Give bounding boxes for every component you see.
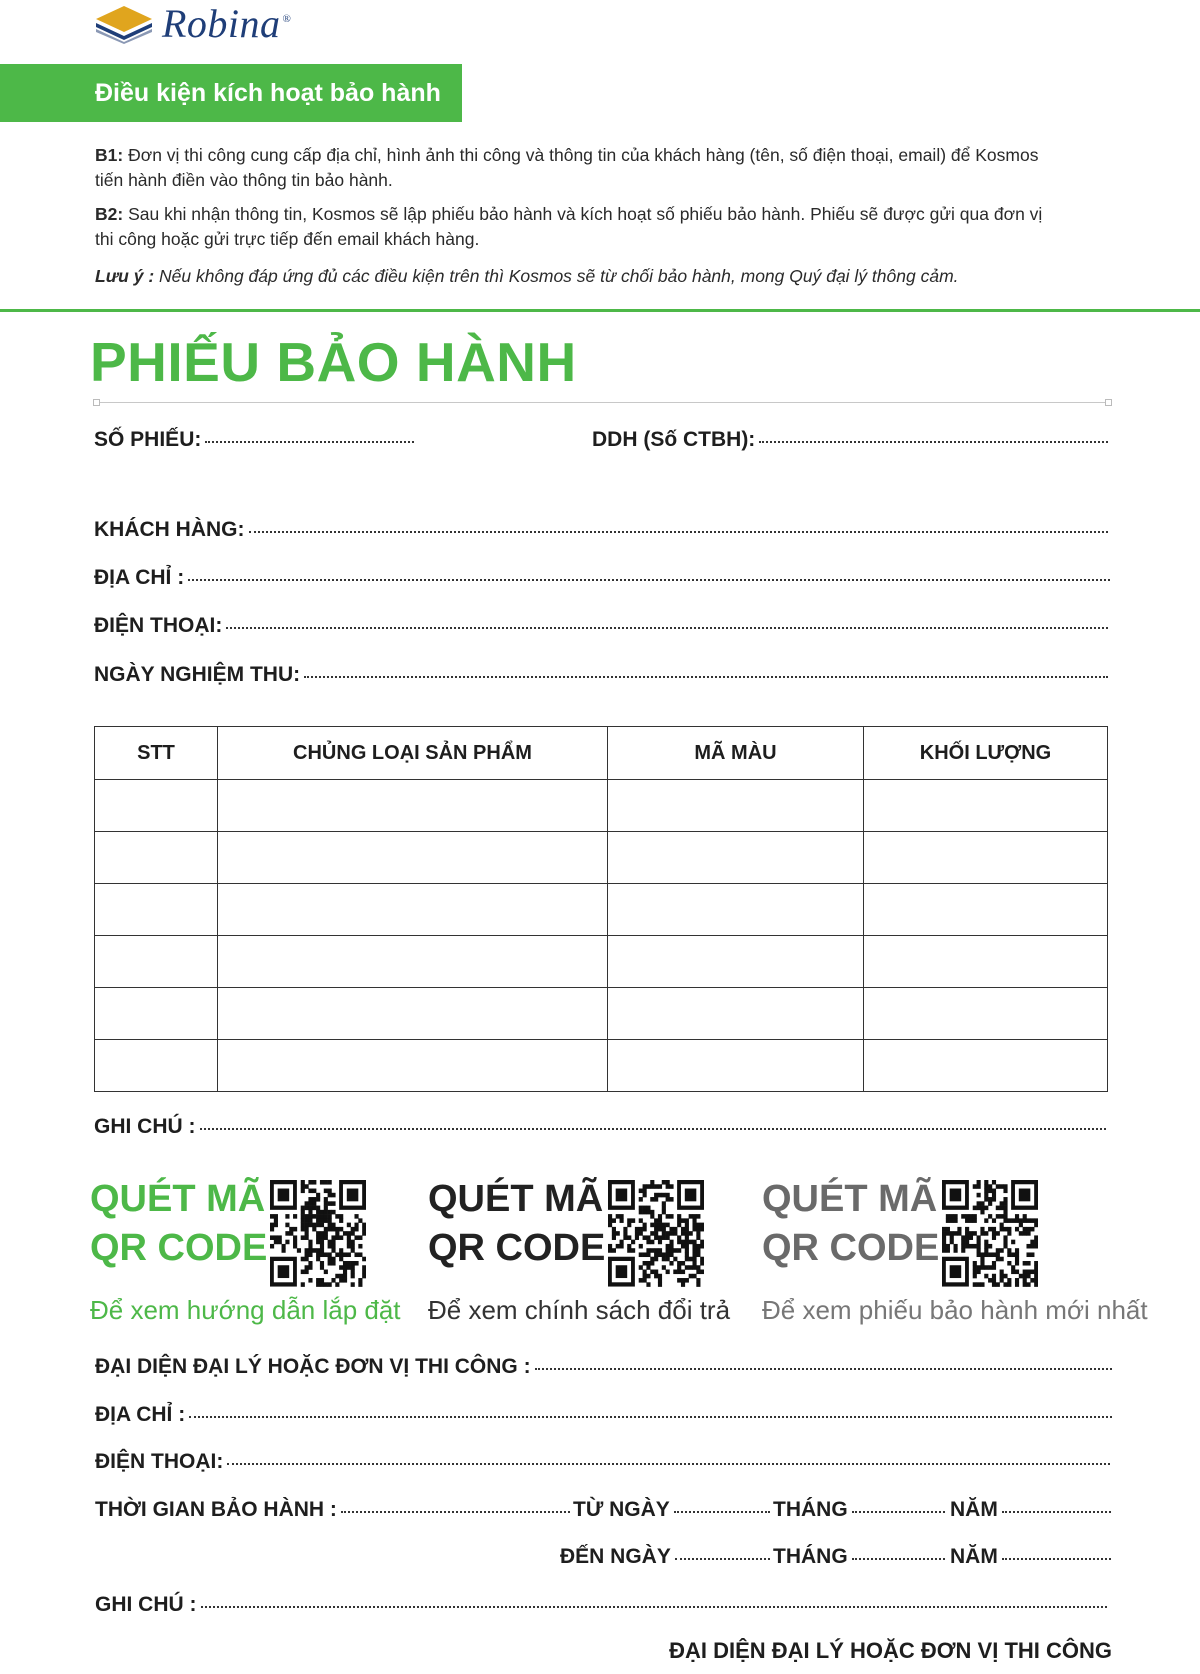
thoi-gian-bao-hanh-field[interactable]: THỜI GIAN BẢO HÀNH : xyxy=(95,1498,570,1522)
qr-caption: Để xem phiếu bảo hành mới nhất xyxy=(762,1295,1148,1325)
table-row xyxy=(95,780,1108,832)
table-cell[interactable] xyxy=(95,936,218,988)
condition-b2: B2: Sau khi nhận thông tin, Kosmos sẽ lập phiếu bảo hành và kích hoạt số phiếu bảo hành. Phiếu sẽ được gửi qua đơn vị thi công hoặc gửi trực tiếp đến email khách hàng. xyxy=(95,204,1043,249)
table-cell[interactable] xyxy=(864,780,1108,832)
signature-label: ĐẠI DIỆN ĐẠI LÝ HOẶC ĐƠN VỊ THI CÔNG xyxy=(669,1638,1112,1663)
table-cell[interactable] xyxy=(864,884,1108,936)
table-cell[interactable] xyxy=(218,988,608,1040)
table-row xyxy=(95,988,1108,1040)
section-divider xyxy=(0,309,1200,312)
table-cell[interactable] xyxy=(218,832,608,884)
col-stt: STT xyxy=(95,727,218,780)
qr-code-icon[interactable] xyxy=(608,1180,704,1287)
khach-hang-field[interactable]: KHÁCH HÀNG: xyxy=(94,518,1108,542)
table-cell[interactable] xyxy=(864,832,1108,884)
product-table xyxy=(94,726,1108,1092)
qr-block-install xyxy=(90,1175,401,1325)
qr-caption: Để xem chính sách đổi trả xyxy=(428,1295,731,1325)
tu-ngay-field[interactable]: TỪ NGÀY xyxy=(573,1498,770,1522)
table-cell[interactable] xyxy=(864,988,1108,1040)
table-row xyxy=(95,832,1108,884)
conditions-heading: Điều kiện kích hoạt bảo hành xyxy=(0,64,462,122)
table-row xyxy=(95,884,1108,936)
table-cell[interactable] xyxy=(608,884,864,936)
qr-code-icon[interactable] xyxy=(942,1180,1038,1287)
col-chung-loai: CHỦNG LOẠI SẢN PHẨM xyxy=(218,727,608,780)
table-cell[interactable] xyxy=(218,1040,608,1092)
ngay-nghiem-thu-field[interactable]: NGÀY NGHIỆM THU: xyxy=(94,663,1108,687)
title-underline xyxy=(95,402,1110,403)
table-cell[interactable] xyxy=(95,832,218,884)
table-cell[interactable] xyxy=(95,988,218,1040)
table-cell[interactable] xyxy=(218,780,608,832)
den-nam-field[interactable]: NĂM xyxy=(950,1545,1111,1569)
table-cell[interactable] xyxy=(608,988,864,1040)
dien-thoai-field[interactable]: ĐIỆN THOẠI: xyxy=(94,614,1108,638)
table-cell[interactable] xyxy=(608,1040,864,1092)
table-header-row xyxy=(95,727,1108,780)
ddh-field[interactable]: DDH (Số CTBH): xyxy=(592,428,1108,452)
qr-block-latest-warranty xyxy=(762,1175,1148,1325)
qr-title: QUÉT MÃ QR CODE xyxy=(90,1178,268,1269)
condition-note: Lưu ý : Nếu không đáp ứng đủ các điều kiện trên thì Kosmos sẽ từ chối bảo hành, mong Quý đại lý thông cảm. xyxy=(95,266,959,286)
ghi-chu-field[interactable]: GHI CHÚ : xyxy=(94,1115,1106,1139)
so-phieu-field[interactable]: SỐ PHIẾU: xyxy=(94,428,414,452)
tu-thang-field[interactable]: THÁNG xyxy=(773,1498,945,1522)
qr-code-icon[interactable] xyxy=(270,1180,366,1287)
table-row xyxy=(95,1040,1108,1092)
brand-name: Robina ® xyxy=(162,0,292,46)
table-cell[interactable] xyxy=(95,884,218,936)
dealer-ghi-chu-field[interactable]: GHI CHÚ : xyxy=(95,1593,1107,1617)
table-cell[interactable] xyxy=(608,832,864,884)
tu-nam-field[interactable]: NĂM xyxy=(950,1498,1111,1522)
dia-chi-field[interactable]: ĐỊA CHỈ : xyxy=(94,566,1110,590)
condition-b1: B1: Đơn vị thi công cung cấp địa chỉ, hình ảnh thi công và thông tin của khách hàng (tên, số điện thoại, email) để Kosmos tiến hành điền vào thông tin bảo hành. xyxy=(95,145,1039,190)
table-cell[interactable] xyxy=(864,1040,1108,1092)
table-cell[interactable] xyxy=(95,1040,218,1092)
dealer-dien-thoai-field[interactable]: ĐIỆN THOẠI: xyxy=(95,1450,1110,1474)
table-cell[interactable] xyxy=(218,884,608,936)
table-cell[interactable] xyxy=(218,936,608,988)
den-ngay-field[interactable]: ĐẾN NGÀY xyxy=(560,1545,770,1569)
table-cell[interactable] xyxy=(608,780,864,832)
robina-logo-icon xyxy=(94,2,154,44)
table-cell[interactable] xyxy=(864,936,1108,988)
dai-dien-field[interactable]: ĐẠI DIỆN ĐẠI LÝ HOẶC ĐƠN VỊ THI CÔNG : xyxy=(95,1355,1112,1379)
brand-logo xyxy=(94,0,291,46)
dealer-dia-chi-field[interactable]: ĐỊA CHỈ : xyxy=(95,1403,1112,1427)
table-row xyxy=(95,936,1108,988)
table-cell[interactable] xyxy=(608,936,864,988)
qr-block-return-policy xyxy=(428,1175,731,1325)
den-thang-field[interactable]: THÁNG xyxy=(773,1545,945,1569)
col-khoi-luong: KHỐI LƯỢNG xyxy=(864,727,1108,780)
qr-caption: Để xem hướng dẫn lắp đặt xyxy=(90,1295,401,1325)
table-cell[interactable] xyxy=(95,780,218,832)
qr-title: QUÉT MÃ QR CODE xyxy=(428,1178,606,1269)
qr-title: QUÉT MÃ QR CODE xyxy=(762,1178,940,1269)
col-ma-mau: MÃ MÀU xyxy=(608,727,864,780)
page-title: PHIẾU BẢO HÀNH xyxy=(90,331,577,393)
